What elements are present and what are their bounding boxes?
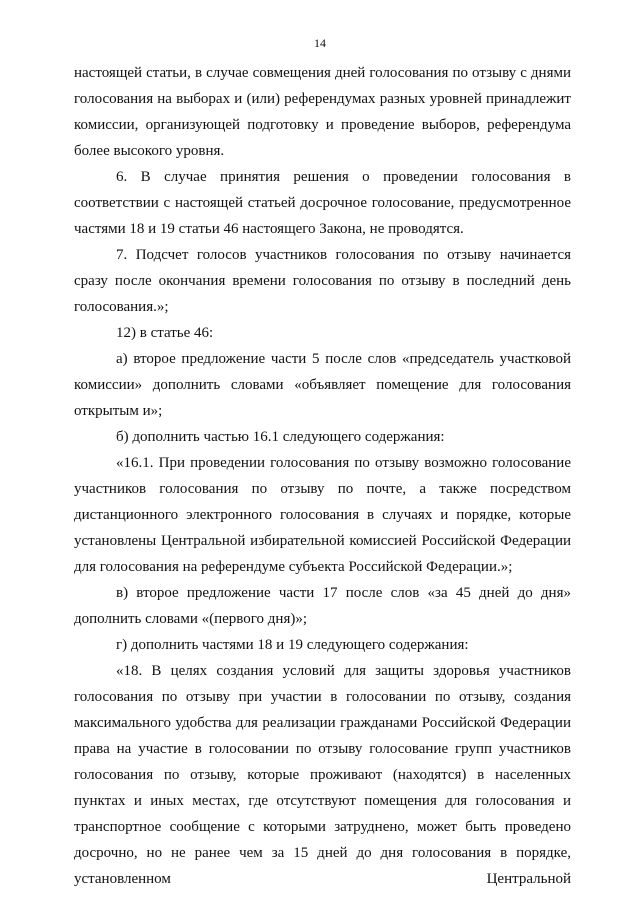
paragraph-part-16-1: «16.1. При проведении голосования по отзыву возможно голосование участников голосования по отзыву по почте, а также посредством дистанционного электронного голосования в случаях и порядке, которые установлены Центральной избирательной комиссией Российской Федерации для голосования на референдуме субъекта Российской Федерации.»; — [74, 455, 571, 575]
page-number: 14 — [314, 36, 326, 50]
paragraph-item-12: 12) в статье 46: — [116, 325, 214, 341]
paragraph-subitem-b: б) дополнить частью 16.1 следующего содержания: — [116, 429, 445, 445]
paragraph-subitem-g: г) дополнить частями 18 и 19 следующего содержания: — [116, 637, 469, 653]
paragraph-part-18: «18. В целях создания условий для защиты здоровья участников голосования по отзыву при участии в голосовании по отзыву, создания максимального удобства для реализации гражданами Российской Федерации права на участие в голосовании по отзыву голосование групп участников голосования по отзыву, которые проживают (находятся) в населенных пунктах и иных местах, где отсутствуют помещения для голосования и транспортное сообщение с которыми затруднено, может быть проведено досрочно, но не ранее чем за 15 дней до дня голосования в порядке, установленном Центральной — [74, 663, 571, 887]
paragraph-item-6: 6. В случае принятия решения о проведении голосования в соответствии с настоящей статьей досрочное голосование, предусмотренное частями 18 и 19 статьи 46 настоящего Закона, не проводятся. — [74, 169, 571, 237]
paragraph-subitem-a: а) второе предложение части 5 после слов «председатель участковой комиссии» дополнить словами «объявляет помещение для голосования открытым и»; — [74, 351, 571, 419]
paragraph-item-7: 7. Подсчет голосов участников голосования по отзыву начинается сразу после окончания времени голосования по отзыву в последний день голосования.»; — [74, 247, 571, 315]
document-body — [74, 60, 571, 892]
paragraph-continuation: настоящей статьи, в случае совмещения дней голосования по отзыву с днями голосования на выборах и (или) референдумах разных уровней принадлежит комиссии, организующей подготовку и проведение выборов, референдума более высокого уровня. — [74, 65, 571, 159]
paragraph-subitem-v: в) второе предложение части 17 после слов «за 45 дней до дня» дополнить словами «(первого дня)»; — [74, 585, 571, 627]
